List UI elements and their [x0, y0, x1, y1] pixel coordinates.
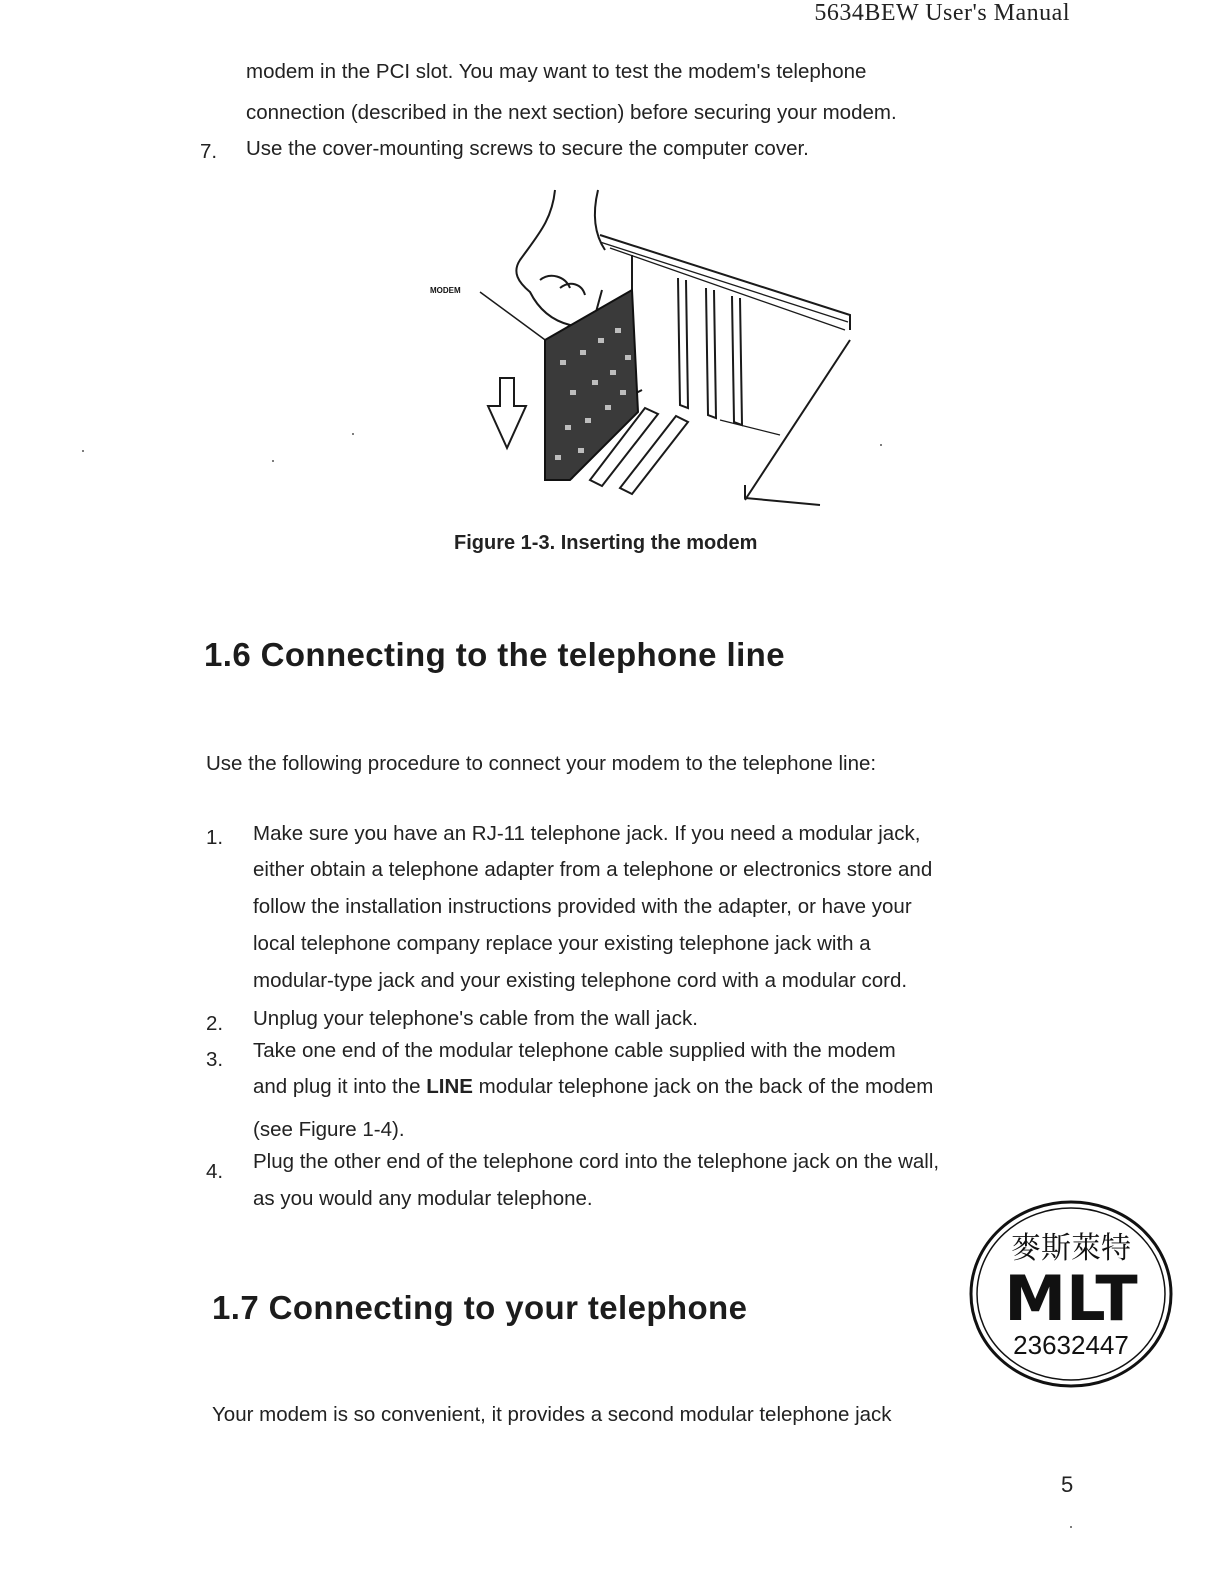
- item-2-line: Unplug your telephone's cable from the wall jack.: [253, 1007, 698, 1030]
- scan-speck: [82, 450, 84, 452]
- stamp-brand: MLT: [1004, 1262, 1138, 1335]
- intro-line-1: modem in the PCI slot. You may want to test the modem's telephone: [246, 60, 867, 83]
- intro-line-2: connection (described in the next section) before securing your modem.: [246, 101, 897, 124]
- scan-speck: [880, 444, 882, 446]
- scan-speck: [352, 433, 354, 435]
- step-7-number: 7.: [200, 140, 218, 163]
- figure-caption: Figure 1-3. Inserting the modem: [454, 532, 758, 554]
- item-3-line: (see Figure 1-4).: [253, 1118, 405, 1141]
- section-1-6-heading: 1.6 Connecting to the telephone line: [204, 636, 785, 673]
- item-3-line: Take one end of the modular telephone cable supplied with the modem: [253, 1039, 896, 1062]
- modem-insertion-illustration: [420, 180, 870, 510]
- item-4-line: Plug the other end of the telephone cord into the telephone jack on the wall,: [253, 1150, 940, 1173]
- stamp-chinese-text: 麥斯萊特: [1011, 1231, 1131, 1266]
- section-1-7-lead: Your modem is so convenient, it provides a second modular telephone jack: [212, 1403, 892, 1426]
- modem-callout-label: MODEM: [430, 286, 461, 295]
- section-1-6-lead: Use the following procedure to connect your modem to the telephone line:: [206, 752, 877, 775]
- item-1-line: local telephone company replace your existing telephone jack with a: [253, 932, 871, 955]
- scan-speck: [1070, 1526, 1072, 1528]
- item-1-number: 1.: [206, 826, 224, 849]
- item-4-line: as you would any modular telephone.: [253, 1187, 593, 1210]
- item-3-number: 3.: [206, 1048, 224, 1071]
- item-3-line-2: and plug it into the LINE modular telephone jack on the back of the modem: [253, 1075, 934, 1098]
- running-header: 5634BEW User's Manual: [814, 0, 1070, 26]
- line-jack-label: LINE: [426, 1075, 473, 1098]
- step-7-text: Use the cover-mounting screws to secure the computer cover.: [246, 137, 809, 160]
- item-2-number: 2.: [206, 1012, 224, 1035]
- section-1-7-heading: 1.7 Connecting to your telephone: [212, 1289, 748, 1326]
- item-4-number: 4.: [206, 1160, 224, 1183]
- item-1-line: follow the installation instructions provided with the adapter, or have your: [253, 895, 912, 918]
- page-number: 5: [1061, 1472, 1074, 1497]
- scan-speck: [272, 460, 274, 462]
- item-1-line: Make sure you have an RJ-11 telephone jack. If you need a modular jack,: [253, 822, 921, 845]
- item-1-line: either obtain a telephone adapter from a telephone or electronics store and: [253, 858, 933, 881]
- item-1-line: modular-type jack and your existing telephone cord with a modular cord.: [253, 969, 908, 992]
- mlt-stamp: [966, 1196, 1176, 1392]
- stamp-phone: 23632447: [1013, 1330, 1129, 1360]
